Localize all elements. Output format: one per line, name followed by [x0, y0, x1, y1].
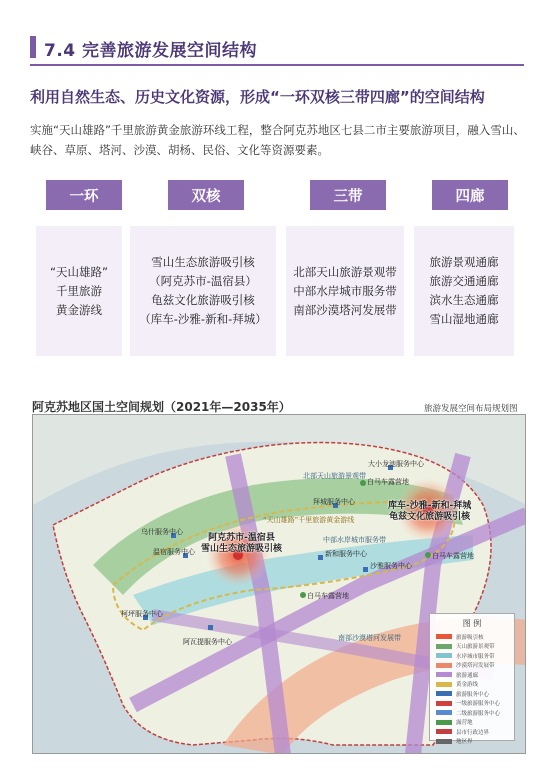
place-label: 白马车露营地 [307, 592, 349, 600]
map-legend [429, 613, 515, 746]
ring-line: 千里旅游 [56, 283, 102, 298]
camp-marker [425, 552, 431, 558]
legend-label: 天山旅游景观带 [456, 644, 495, 651]
belts-line: 中部水岸城市服务带 [293, 283, 397, 298]
legend-swatch [436, 634, 452, 639]
ring-line: “天山雄路” [50, 264, 108, 279]
core-west-line: 阿克苏市-温宿县 [208, 533, 275, 543]
legend-item [436, 670, 508, 680]
section-title: 7.4 完善旅游发展空间结构 [44, 41, 258, 61]
corridors-line: 雪山湿地通廊 [429, 312, 499, 326]
cores-line: （阿克苏市-温宿县） [149, 274, 257, 288]
belts-line: 北部天山旅游景观带 [293, 264, 397, 279]
belts-line: 南部沙漠塔河发展带 [293, 302, 397, 317]
legend-item [436, 708, 508, 718]
legend-swatch [436, 672, 452, 677]
legend-item [436, 680, 508, 690]
legend-item [436, 699, 508, 709]
place-label: 拜城服务中心 [313, 498, 355, 506]
panel-cores [130, 226, 276, 356]
header-belts: 三带 [310, 180, 386, 210]
camp-marker [300, 592, 306, 598]
cores-line: 龟兹文化旅游吸引核 [151, 293, 255, 307]
legend-item [436, 737, 508, 747]
legend-swatch [436, 691, 452, 696]
legend-swatch [436, 653, 452, 658]
legend-swatch [436, 701, 452, 706]
core-east-line: 龟兹文化旅游吸引核 [389, 512, 471, 522]
title-bar [0, 0, 554, 62]
corridors-line: 旅游交通通廊 [429, 274, 499, 288]
place-label: 沙雅服务中心 [370, 562, 412, 570]
corridors-line: 旅游景观通廊 [429, 255, 499, 269]
legend-swatch [436, 729, 452, 734]
place-label: 温宿服务中心 [153, 548, 195, 556]
legend-swatch [436, 710, 452, 715]
legend-swatch [436, 720, 452, 725]
core-west-label [201, 533, 282, 555]
legend-label: 黄金游线 [456, 682, 479, 689]
legend-label: 二级旅游服务中心 [456, 710, 501, 717]
legend-title: 图 例 [462, 619, 482, 628]
panel-belts [286, 226, 404, 356]
corridors-line: 滨水生态通廊 [429, 293, 499, 307]
legend-label: 旅游服务中心 [456, 691, 490, 698]
legend-label: 旅游吸引核 [456, 634, 484, 641]
legend-swatch [436, 644, 452, 649]
legend-item [436, 642, 508, 652]
north-belt-label: 北部天山旅游景观带 [303, 472, 366, 480]
ring-line: 黄金游线 [56, 302, 102, 317]
place-label: 柯坪服务中心 [121, 610, 163, 618]
ring-route-label: “天山雄路”千里旅游黄金游线 [263, 516, 355, 524]
map-subtitle: 旅游发展空间布局规划图 [424, 404, 518, 414]
header-ring: 一环 [46, 180, 122, 210]
legend-item [436, 661, 508, 671]
place-label: 白马车露营地 [432, 552, 474, 560]
place-label: 新和服务中心 [325, 550, 367, 558]
section-subtitle: 利用自然生态、历史文化资源，形成“一环双核三带四廊”的空间结构 [30, 88, 485, 106]
core-west-line: 雪山生态旅游吸引核 [201, 544, 283, 554]
legend-swatch [436, 739, 452, 744]
intro-paragraph: 实施“天山雄路”千里旅游黄金旅游环线工程，整合阿克苏地区七县二市主要旅游项目，融入雪山、峡谷、草原、塔河、沙漠、胡杨、民俗、文化等资源要素。 [30, 123, 525, 157]
legend-swatch [436, 682, 452, 687]
legend-item [436, 727, 508, 737]
place-label: 大小龙池服务中心 [368, 460, 424, 468]
place-label: 阿瓦提服务中心 [183, 638, 232, 646]
legend-rows [436, 632, 508, 746]
panel-ring [36, 226, 122, 356]
legend-label: 旅游通廊 [456, 672, 479, 679]
legend-label: 一级旅游服务中心 [456, 701, 501, 708]
core-east-label [388, 501, 471, 523]
core-east-line: 库车-沙雅-新和-拜城 [388, 501, 472, 511]
middle-belt-label: 中部水岸城市服务带 [323, 536, 386, 544]
planning-map [32, 414, 526, 754]
legend-label: 水岸城市服务带 [456, 653, 495, 660]
title-underline [30, 64, 524, 66]
legend-item [436, 651, 508, 661]
service-marker [318, 555, 323, 560]
legend-label: 沙漠塔河发展带 [456, 663, 495, 670]
legend-item [436, 689, 508, 699]
south-belt-label: 南部沙漠塔河发展带 [338, 634, 401, 642]
cores-line: 雪山生态旅游吸引核 [151, 255, 255, 269]
cores-line: （库车-沙雅-新和-拜城） [139, 312, 267, 326]
title-accent-bar [30, 36, 36, 58]
header-cores: 双核 [168, 180, 244, 210]
map-title: 阿克苏地区国土空间规划（2021年—2035年） [32, 400, 291, 414]
place-label: 乌什服务中心 [141, 528, 183, 536]
legend-label: 县市行政边界 [456, 729, 490, 736]
service-marker [363, 567, 368, 572]
legend-item [436, 718, 508, 728]
place-label: 白马车露营地 [367, 478, 409, 486]
legend-label: 露营地 [456, 720, 473, 727]
service-marker [208, 625, 213, 630]
panel-corridors [414, 226, 514, 356]
legend-label: 地区界 [456, 739, 473, 746]
legend-swatch [436, 663, 452, 668]
legend-item [436, 632, 508, 642]
header-corridors: 四廊 [432, 180, 508, 210]
